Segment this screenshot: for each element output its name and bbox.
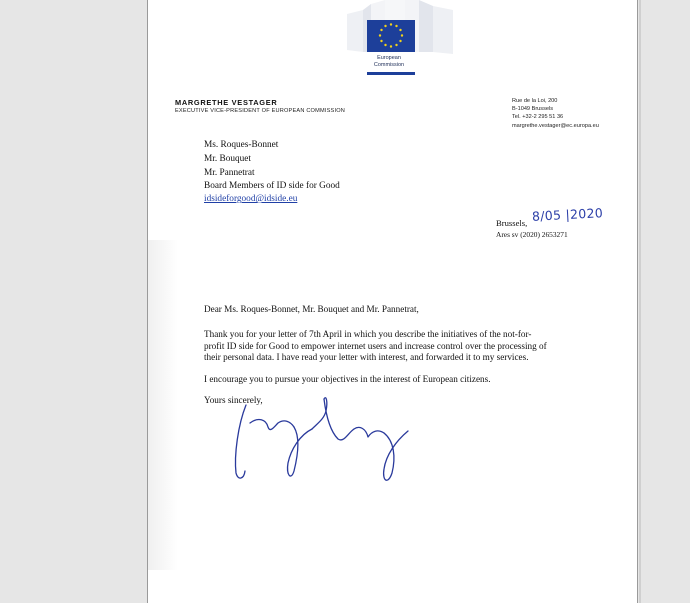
- greeting: Dear Ms. Roques-Bonnet, Mr. Bouquet and Mr. Pannetrat,: [204, 304, 419, 314]
- recipient-3: Mr. Pannetrat: [204, 167, 255, 178]
- recipient-4: Board Members of ID side for Good: [204, 181, 340, 192]
- paragraph-1-line-2: profit ID side for Good to empower internet users and increase control over the processing of: [204, 340, 547, 351]
- handwritten-date: 8/05 |2020: [531, 205, 604, 224]
- logo-wordmark: [364, 55, 414, 69]
- recipient-block: [204, 139, 340, 204]
- letter-page: [147, 0, 638, 603]
- place-label: Brussels,: [496, 218, 528, 228]
- address-email: margrethe.vestager@ec.europa.eu: [512, 122, 599, 129]
- recipient-2: Mr. Bouquet: [204, 153, 252, 164]
- recipient-email-link[interactable]: idsideforgood@idside.eu: [204, 194, 298, 205]
- paragraph-2: I encourage you to pursue your objectives in the interest of European citizens.: [204, 373, 491, 384]
- paragraph-1-line-3: their personal data. I have read your letter with interest, and forwarded it to my services.: [204, 352, 529, 363]
- reference-number: Ares sv (2020) 2653271: [496, 230, 568, 239]
- address-city: B-1049 Brussels: [512, 106, 554, 113]
- paragraph-1-line-1: Thank you for your letter of 7th April in which you describe the initiatives of the not-for-: [204, 329, 532, 340]
- sender-address: [512, 97, 599, 130]
- scan-shadow: [148, 240, 178, 570]
- logo-line-1: European: [377, 55, 401, 61]
- paragraph-1: [204, 329, 594, 363]
- logo-line-2: Commission: [373, 62, 405, 68]
- closing: Yours sincerely,: [204, 395, 263, 406]
- address-phone: Tel. +32-2 295 51 36: [512, 114, 564, 121]
- recipient-1: Ms. Roques-Bonnet: [204, 140, 279, 150]
- handwritten-signature: [228, 385, 418, 490]
- sender-name: MARGRETHE VESTAGER: [175, 98, 278, 107]
- page-edge: [639, 0, 641, 603]
- sender-title: EXECUTIVE VICE-PRESIDENT OF EUROPEAN COMMISSION: [175, 108, 345, 114]
- address-street: Rue de la Loi, 200: [512, 98, 558, 104]
